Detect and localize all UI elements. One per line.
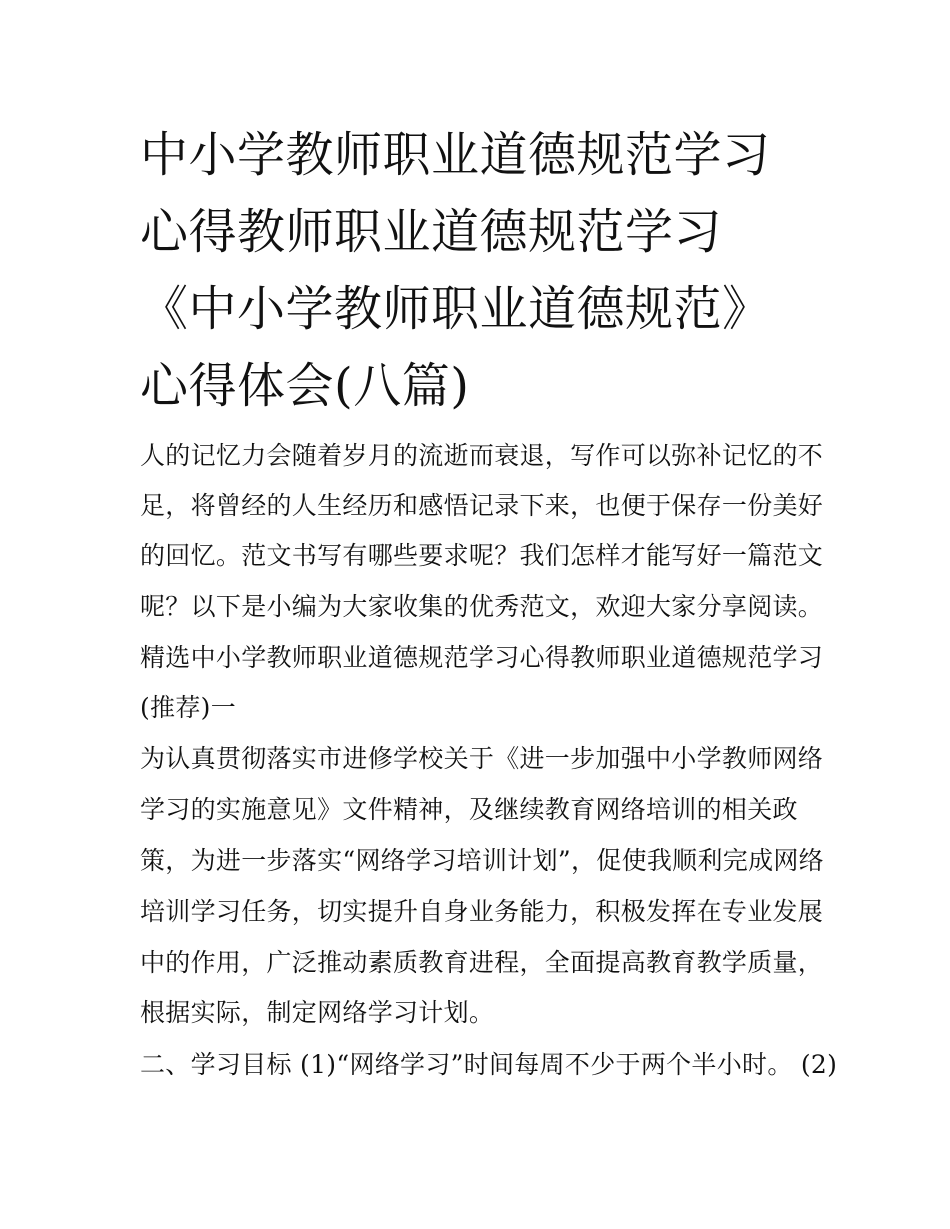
title-line: 《中小学教师职业道德规范》 (140, 281, 771, 337)
paragraph-line: 根据实际，制定网络学习计划。 (140, 998, 495, 1027)
paragraph-line: 中的作用，广泛推动素质教育进程，全面提高教育教学质量， (140, 948, 824, 977)
document-title (140, 117, 820, 425)
paragraph-line: 为认真贯彻落实市进修学校关于《进一步加强中小学教师网络 (140, 744, 824, 773)
paragraph-line: 培训学习任务，切实提升自身业务能力，积极发挥在专业发展 (140, 897, 824, 926)
paragraph-line: 学习的实施意见》文件精神，及继续教育网络培训的相关政 (140, 795, 798, 824)
paragraph-line: (推荐)一 (140, 693, 237, 722)
paragraph-line: 精选中小学教师职业道德规范学习心得教师职业道德规范学习 (140, 643, 824, 672)
paragraph-line: 策，为进一步落实“网络学习培训计划”，促使我顺利完成网络 (140, 846, 824, 875)
paragraph-line: 呢？以下是小编为大家收集的优秀范文，欢迎大家分享阅读。 (140, 592, 824, 621)
paragraph-line: 人的记忆力会随着岁月的流逝而衰退，写作可以弥补记忆的不 (140, 441, 824, 470)
title-line: 心得体会(八篇) (140, 358, 470, 414)
paragraph-line: 足，将曾经的人生经历和感悟记录下来，也便于保存一份美好 (140, 491, 824, 520)
title-line: 中小学教师职业道德规范学习 (140, 127, 771, 183)
paragraph-line: 二、学习目标 (1)“网络学习”时间每周不少于两个半小时。 (2) (140, 1050, 838, 1079)
title-line: 心得教师职业道德规范学习 (140, 204, 723, 260)
paragraph-line: 的回忆。范文书写有哪些要求呢？我们怎样才能写好一篇范文 (140, 541, 824, 570)
